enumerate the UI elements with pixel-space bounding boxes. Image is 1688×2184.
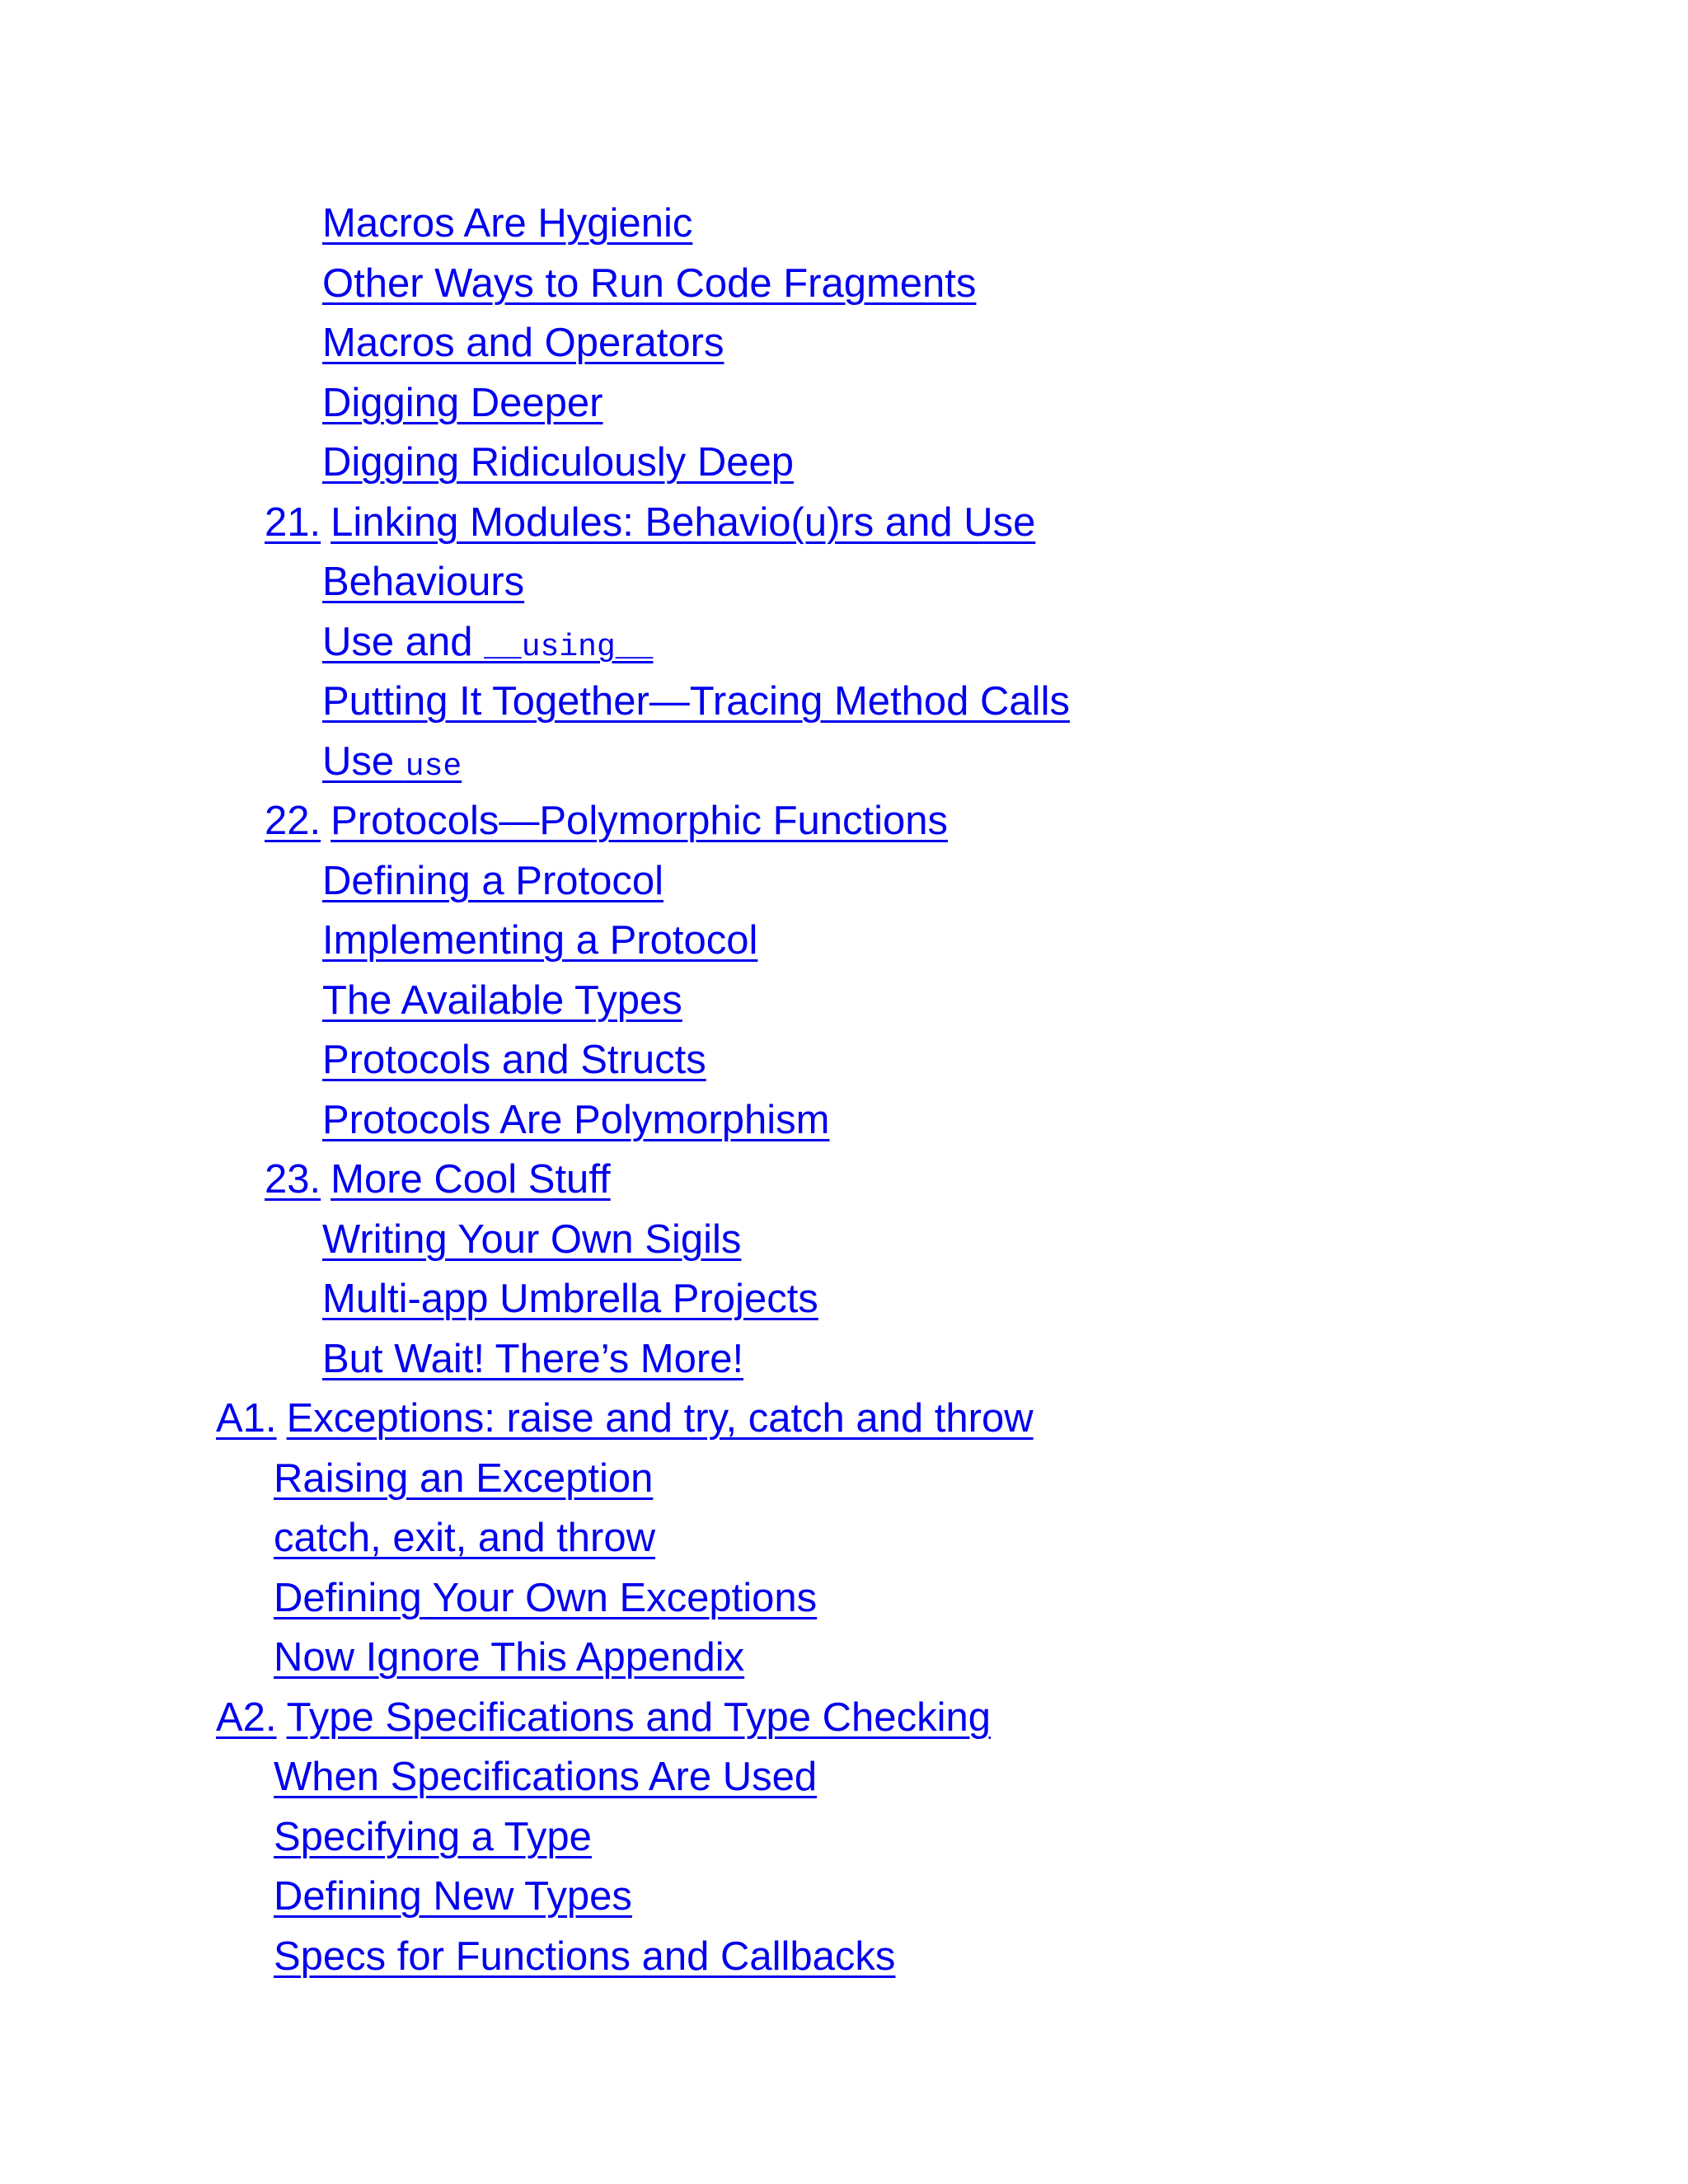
appendix-number-link[interactable]: A1. (216, 1396, 277, 1441)
toc-entry (0, 672, 1688, 732)
toc-link-text: Use (322, 738, 406, 784)
toc-entry (0, 1747, 1688, 1807)
toc-entry (0, 612, 1688, 673)
chapter-number-link[interactable]: 21. (265, 499, 321, 545)
toc-entry (0, 194, 1688, 254)
toc-link[interactable]: Multi-app Umbrella Projects (322, 1277, 818, 1321)
toc-link[interactable]: Defining New Types (274, 1874, 632, 1919)
toc-link[interactable]: Behaviours (322, 560, 525, 604)
toc-link[interactable]: Macros Are Hygienic (322, 201, 693, 246)
toc-entry (0, 1210, 1688, 1270)
toc-link[interactable]: Protocols and Structs (322, 1038, 706, 1082)
toc-link[interactable]: Specs for Functions and Callbacks (274, 1933, 896, 1979)
toc-entry (0, 1449, 1688, 1509)
toc-entry (0, 1030, 1688, 1090)
toc-link[interactable] (322, 739, 462, 784)
toc-link[interactable]: Protocols Are Polymorphism (322, 1097, 830, 1142)
toc-link[interactable]: Other Ways to Run Code Fragments (322, 260, 977, 306)
chapter-title-link[interactable]: Protocols—Polymorphic Functions (331, 799, 949, 843)
toc-link[interactable] (322, 620, 653, 664)
chapter-title-link[interactable]: Linking Modules: Behavio(u)rs and Use (331, 499, 1036, 545)
toc-link[interactable]: catch, exit, and throw (274, 1516, 656, 1560)
toc-entry (0, 1090, 1688, 1151)
chapter-title-link[interactable]: More Cool Stuff (331, 1157, 611, 1202)
toc-link[interactable]: The Available Types (322, 977, 682, 1023)
toc-entry (0, 1508, 1688, 1568)
toc-entry (0, 732, 1688, 792)
appendix-title-link[interactable]: Exceptions: raise and try, catch and throw (286, 1396, 1034, 1441)
toc-link[interactable]: Digging Ridiculously Deep (322, 440, 794, 485)
toc-entry (0, 911, 1688, 971)
toc-entry (0, 1807, 1688, 1868)
toc-entry (0, 1927, 1688, 1987)
toc-link[interactable]: But Wait! There’s More! (322, 1336, 744, 1381)
toc-link[interactable]: Raising an Exception (274, 1455, 654, 1501)
chapter-number-link[interactable]: 23. (265, 1157, 321, 1202)
toc-link[interactable]: Putting It Together—Tracing Method Calls (322, 679, 1070, 724)
toc-entry (0, 1568, 1688, 1629)
toc-chapter-entry (0, 791, 1688, 851)
toc-link[interactable]: Defining a Protocol (322, 858, 664, 903)
appendix-number-link[interactable]: A2. (216, 1694, 277, 1740)
toc-link[interactable]: Macros and Operators (322, 321, 724, 365)
toc-link[interactable]: Writing Your Own Sigils (322, 1216, 742, 1262)
toc-link[interactable]: Defining Your Own Exceptions (274, 1575, 818, 1620)
toc-appendix-entry (0, 1389, 1688, 1449)
toc-entry (0, 552, 1688, 612)
toc-link[interactable]: Specifying a Type (274, 1814, 592, 1859)
toc-entry (0, 373, 1688, 434)
appendix-title-link[interactable]: Type Specifications and Type Checking (286, 1694, 991, 1740)
toc-link-code: __using__ (484, 629, 654, 665)
toc-entry (0, 1269, 1688, 1329)
toc-link-text: Use and (322, 619, 485, 664)
toc-entry (0, 1867, 1688, 1927)
toc-chapter-entry (0, 493, 1688, 553)
table-of-contents (0, 194, 1688, 1986)
toc-entry (0, 851, 1688, 912)
toc-chapter-entry (0, 1150, 1688, 1210)
toc-entry (0, 313, 1688, 373)
toc-link[interactable]: Digging Deeper (322, 380, 603, 425)
toc-entry (0, 1329, 1688, 1390)
toc-link[interactable]: Now Ignore This Appendix (274, 1635, 745, 1680)
chapter-number-link[interactable]: 22. (265, 799, 321, 843)
toc-appendix-entry (0, 1688, 1688, 1748)
toc-entry (0, 971, 1688, 1031)
toc-entry (0, 1628, 1688, 1688)
toc-link[interactable]: When Specifications Are Used (274, 1755, 818, 1799)
toc-link-code: use (405, 748, 462, 785)
toc-entry (0, 433, 1688, 493)
toc-link[interactable]: Implementing a Protocol (322, 918, 758, 963)
toc-entry (0, 254, 1688, 314)
